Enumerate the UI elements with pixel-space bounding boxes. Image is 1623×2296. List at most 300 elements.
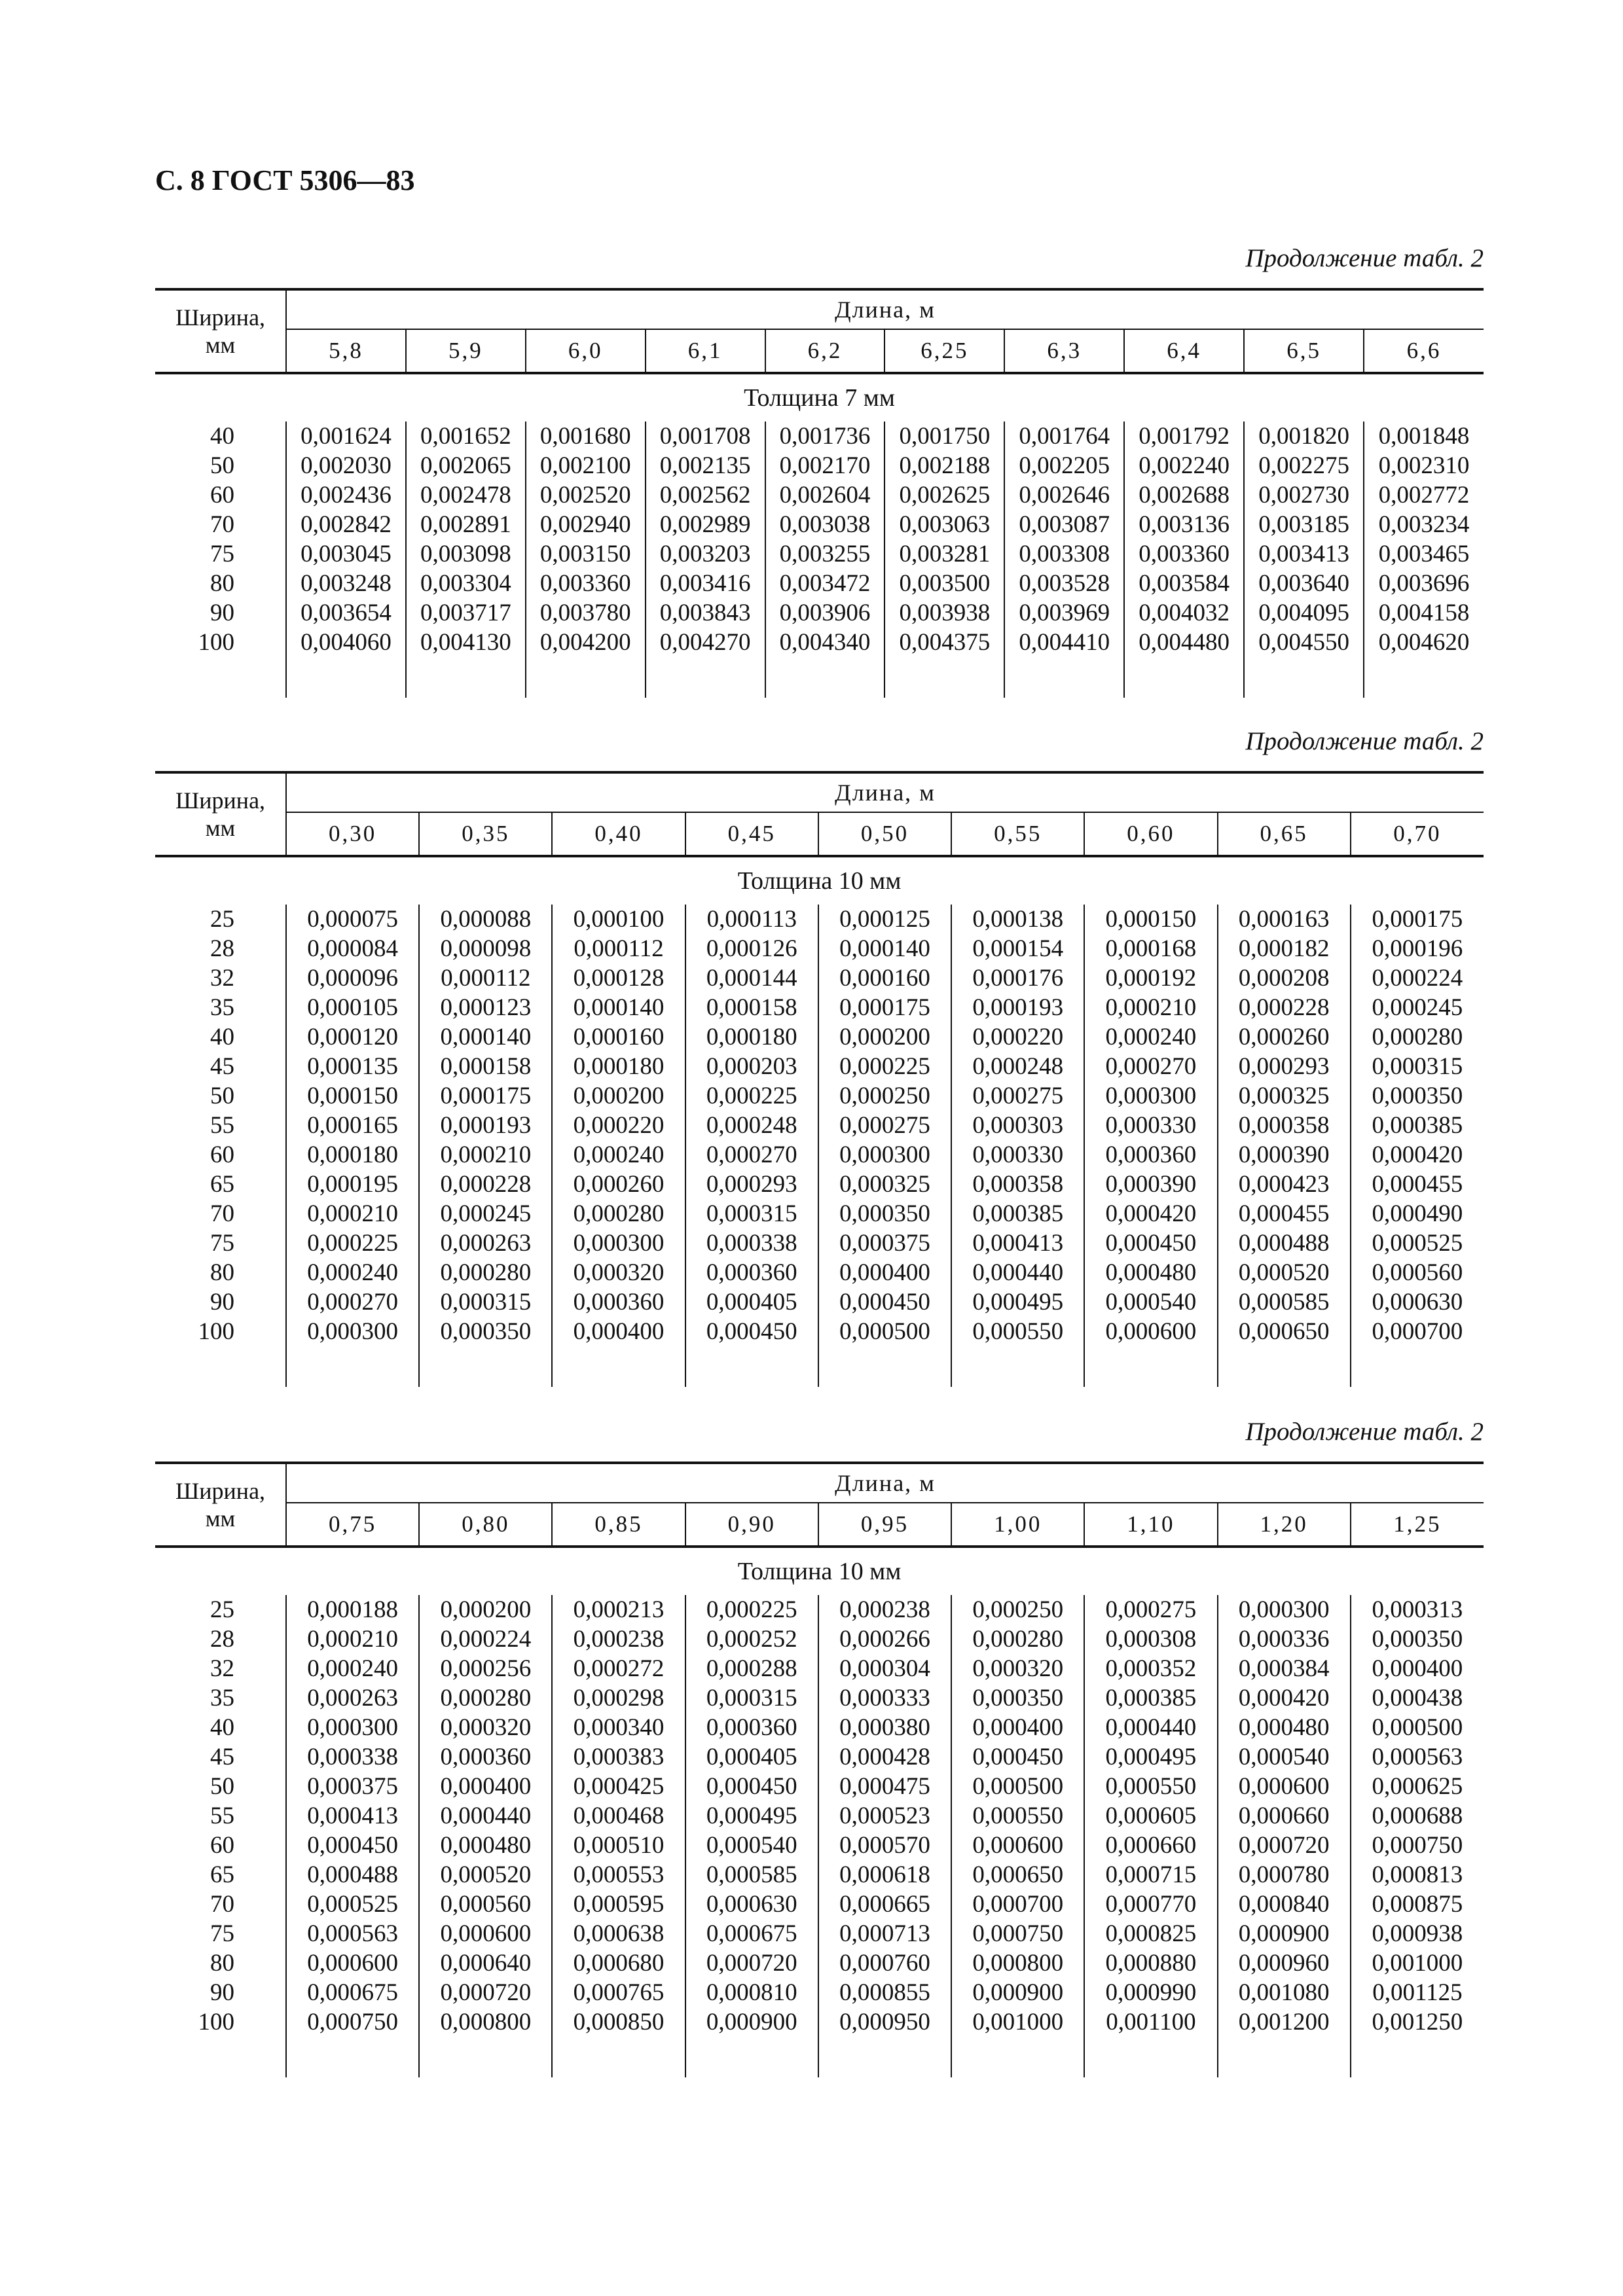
weight-value: 0,004060 [286,628,406,657]
weight-value: 0,000585 [685,1860,818,1890]
weight-value: 0,000400 [951,1713,1084,1742]
width-value: 90 [210,1289,234,1316]
length-value: 6,2 [765,329,885,373]
weight-value: 0,004550 [1244,628,1364,657]
weight-value: 0,000238 [552,1624,685,1654]
weight-value: 0,000720 [419,1978,552,2007]
weight-value: 0,000428 [818,1742,951,1772]
weight-value: 0,000250 [818,1081,951,1111]
weight-value: 0,000340 [552,1713,685,1742]
weight-value: 0,000263 [419,1229,552,1258]
length-value: 6,0 [526,329,646,373]
weight-table-thickness-10-short [155,771,1484,1387]
weight-value: 0,000210 [286,1199,419,1229]
weight-value: 0,000338 [286,1742,419,1772]
weight-value: 0,000900 [685,2007,818,2037]
weight-value: 0,000800 [951,1948,1084,1978]
weight-value: 0,000713 [818,1919,951,1948]
weight-value: 0,000450 [1084,1229,1217,1258]
weight-value: 0,001820 [1244,422,1364,451]
length-value: 0,35 [419,812,552,856]
weight-value: 0,000200 [818,1022,951,1052]
weight-value: 0,000352 [1084,1654,1217,1683]
weight-value: 0,003087 [1004,510,1124,539]
weight-value: 0,000175 [1351,905,1484,934]
weight-value: 0,000688 [1351,1801,1484,1831]
header-row [155,289,1484,329]
weight-value: 0,000120 [286,1022,419,1052]
tail-cell [685,2037,818,2077]
table-row [155,1801,1484,1831]
length-value: 6,1 [646,329,765,373]
weight-value: 0,000158 [419,1052,552,1081]
table-row [155,1229,1484,1258]
weight-value: 0,004095 [1244,598,1364,628]
tail-cell [286,1346,419,1387]
weight-value: 0,002170 [765,451,885,480]
weight-value: 0,002940 [526,510,646,539]
width-value: 60 [210,1141,234,1168]
weight-value: 0,003969 [1004,598,1124,628]
width-value: 65 [210,1861,234,1888]
weight-value: 0,000618 [818,1860,951,1890]
weight-value: 0,000455 [1351,1170,1484,1199]
weight-value: 0,004200 [526,628,646,657]
weight-value: 0,000140 [552,993,685,1022]
weight-value: 0,000500 [951,1772,1084,1801]
weight-value: 0,000525 [1351,1229,1484,1258]
weight-value: 0,002100 [526,451,646,480]
weight-value: 0,000245 [419,1199,552,1229]
table-row [155,1140,1484,1170]
weight-value: 0,000154 [951,934,1084,963]
weight-value: 0,000192 [1084,963,1217,993]
weight-value: 0,003938 [884,598,1004,628]
tail-cell [552,2037,685,2077]
weight-value: 0,000440 [951,1258,1084,1287]
weight-value: 0,000360 [685,1713,818,1742]
weight-value: 0,000350 [419,1317,552,1346]
width-value: 70 [210,1200,234,1227]
weight-value: 0,000300 [1084,1081,1217,1111]
weight-value: 0,000193 [419,1111,552,1140]
weight-value: 0,004410 [1004,628,1124,657]
thickness-label: Толщина 10 мм [737,1558,902,1585]
thickness-label: Толщина 10 мм [737,867,902,895]
weight-value: 0,000270 [1084,1052,1217,1081]
table-row [155,993,1484,1022]
weight-value: 0,000263 [286,1683,419,1713]
weight-value: 0,000413 [951,1229,1084,1258]
weight-value: 0,000300 [818,1140,951,1170]
weight-value: 0,000270 [685,1140,818,1170]
length-value: 0,30 [286,812,419,856]
tail-cell [406,657,526,698]
weight-value: 0,000248 [685,1111,818,1140]
table-row [155,1860,1484,1890]
weight-table-thickness-7 [155,288,1484,698]
weight-value: 0,003843 [646,598,765,628]
weight-value: 0,000563 [1351,1742,1484,1772]
weight-value: 0,000315 [685,1199,818,1229]
tail-cell [526,657,646,698]
weight-value: 0,000176 [951,963,1084,993]
weight-value: 0,000750 [951,1919,1084,1948]
weight-value: 0,000495 [951,1287,1084,1317]
table-row [155,963,1484,993]
weight-value: 0,003203 [646,539,765,569]
weight-value: 0,000140 [419,1022,552,1052]
weight-value: 0,001736 [765,422,885,451]
weight-value: 0,004620 [1364,628,1484,657]
weight-value: 0,000358 [951,1170,1084,1199]
weight-value: 0,000333 [818,1683,951,1713]
weight-value: 0,000640 [419,1948,552,1978]
table-row [155,1683,1484,1713]
tail-cell [951,1346,1084,1387]
table-row [155,1742,1484,1772]
weight-value: 0,000400 [419,1772,552,1801]
weight-value: 0,000563 [286,1919,419,1948]
weight-value: 0,000210 [286,1624,419,1654]
weight-value: 0,004480 [1124,628,1244,657]
weight-value: 0,000438 [1351,1683,1484,1713]
weight-value: 0,000225 [685,1595,818,1624]
weight-value: 0,000163 [1218,905,1351,934]
tail-cell [155,2037,286,2077]
weight-value: 0,004340 [765,628,885,657]
tail-cell [1124,657,1244,698]
weight-value: 0,000500 [1351,1713,1484,1742]
weight-value: 0,000280 [552,1199,685,1229]
weight-value: 0,003640 [1244,569,1364,598]
weight-value: 0,002688 [1124,480,1244,510]
table-row [155,451,1484,480]
tail-cell [1244,657,1364,698]
weight-value: 0,000256 [419,1654,552,1683]
table-tail-row [155,657,1484,698]
tail-cell [951,2037,1084,2077]
weight-value: 0,000680 [552,1948,685,1978]
weight-value: 0,003500 [884,569,1004,598]
weight-value: 0,000144 [685,963,818,993]
weight-value: 0,000600 [951,1831,1084,1860]
weight-value: 0,000630 [685,1890,818,1919]
weight-value: 0,003717 [406,598,526,628]
weight-value: 0,000595 [552,1890,685,1919]
weight-value: 0,002989 [646,510,765,539]
width-value: 100 [198,2009,234,2036]
weight-value: 0,000750 [1351,1831,1484,1860]
length-value: 6,6 [1364,329,1484,373]
tail-cell [552,1346,685,1387]
weight-value: 0,000315 [1351,1052,1484,1081]
weight-value: 0,000855 [818,1978,951,2007]
weight-value: 0,000250 [951,1595,1084,1624]
weight-value: 0,000266 [818,1624,951,1654]
table-row [155,1595,1484,1624]
weight-value: 0,000240 [552,1140,685,1170]
weight-value: 0,003696 [1364,569,1484,598]
width-value: 40 [210,423,234,450]
weight-value: 0,000203 [685,1052,818,1081]
length-header: Длина, м [286,1463,1484,1503]
table-row [155,1624,1484,1654]
length-value: 0,75 [286,1503,419,1547]
weight-value: 0,003413 [1244,539,1364,569]
table-row [155,1890,1484,1919]
width-value: 60 [210,482,234,509]
table-caption: Продолжение табл. 2 [1245,1418,1484,1446]
weight-value: 0,000720 [1218,1831,1351,1860]
length-value: 0,95 [818,1503,951,1547]
weight-value: 0,002275 [1244,451,1364,480]
weight-value: 0,000875 [1351,1890,1484,1919]
tail-cell [765,657,885,698]
table-row [155,1022,1484,1052]
weight-value: 0,000200 [419,1595,552,1624]
weight-value: 0,000840 [1218,1890,1351,1919]
weight-value: 0,000450 [685,1772,818,1801]
weight-value: 0,003150 [526,539,646,569]
width-value: 28 [210,935,234,962]
weight-value: 0,000240 [1084,1022,1217,1052]
weight-value: 0,001250 [1351,2007,1484,2037]
weight-value: 0,000600 [419,1919,552,1948]
weight-value: 0,000315 [419,1287,552,1317]
width-value: 70 [210,511,234,538]
weight-value: 0,003472 [765,569,885,598]
length-value: 1,10 [1084,1503,1217,1547]
weight-value: 0,000553 [552,1860,685,1890]
tail-cell [1084,2037,1217,2077]
table-row [155,1772,1484,1801]
weight-value: 0,000123 [419,993,552,1022]
length-value: 0,90 [685,1503,818,1547]
weight-value: 0,000280 [951,1624,1084,1654]
weight-value: 0,000675 [685,1919,818,1948]
weight-value: 0,000480 [1218,1713,1351,1742]
weight-value: 0,000180 [286,1140,419,1170]
weight-value: 0,002135 [646,451,765,480]
weight-value: 0,000630 [1351,1287,1484,1317]
weight-value: 0,000488 [286,1860,419,1890]
table-tail-row [155,1346,1484,1387]
tail-cell [419,1346,552,1387]
weight-value: 0,000180 [685,1022,818,1052]
weight-value: 0,000495 [685,1801,818,1831]
table-row [155,539,1484,569]
weight-value: 0,000500 [818,1317,951,1346]
width-value: 100 [198,629,234,656]
weight-value: 0,000540 [1084,1287,1217,1317]
weight-value: 0,001680 [526,422,646,451]
table-row [155,905,1484,934]
weight-value: 0,000180 [552,1052,685,1081]
weight-value: 0,000358 [1218,1111,1351,1140]
width-header: Ширина, мм [155,1463,286,1547]
weight-value: 0,002188 [884,451,1004,480]
table-row [155,1199,1484,1229]
weight-value: 0,000400 [552,1317,685,1346]
weight-value: 0,000880 [1084,1948,1217,1978]
weight-value: 0,000360 [685,1258,818,1287]
weight-value: 0,000825 [1084,1919,1217,1948]
weight-value: 0,001200 [1218,2007,1351,2037]
weight-value: 0,000385 [1351,1111,1484,1140]
table-row [155,1978,1484,2007]
width-value: 45 [210,1053,234,1080]
weight-value: 0,000550 [951,1317,1084,1346]
width-value: 60 [210,1832,234,1859]
weight-value: 0,000210 [1084,993,1217,1022]
width-header: Ширина, мм [155,772,286,856]
weight-value: 0,002205 [1004,451,1124,480]
weight-value: 0,004032 [1124,598,1244,628]
weight-value: 0,000600 [1218,1772,1351,1801]
weight-value: 0,002604 [765,480,885,510]
weight-value: 0,000450 [818,1287,951,1317]
weight-value: 0,000900 [951,1978,1084,2007]
weight-value: 0,000260 [1218,1022,1351,1052]
table-row [155,1052,1484,1081]
weight-value: 0,000248 [951,1052,1084,1081]
weight-value: 0,000360 [1084,1140,1217,1170]
weight-value: 0,000440 [419,1801,552,1831]
table-row [155,1654,1484,1683]
weight-value: 0,000196 [1351,934,1484,963]
width-value: 55 [210,1803,234,1829]
weight-value: 0,000225 [818,1052,951,1081]
weight-value: 0,000455 [1218,1199,1351,1229]
weight-value: 0,000168 [1084,934,1217,963]
weight-value: 0,003281 [884,539,1004,569]
length-value: 0,85 [552,1503,685,1547]
weight-value: 0,000525 [286,1890,419,1919]
weight-value: 0,000780 [1218,1860,1351,1890]
weight-value: 0,000800 [419,2007,552,2037]
weight-value: 0,000298 [552,1683,685,1713]
width-value: 75 [210,541,234,567]
weight-value: 0,000245 [1351,993,1484,1022]
weight-value: 0,000280 [419,1258,552,1287]
weight-value: 0,000750 [286,2007,419,2037]
weight-value: 0,000313 [1351,1595,1484,1624]
length-value: 0,40 [552,812,685,856]
weight-value: 0,000495 [1084,1742,1217,1772]
weight-value: 0,003654 [286,598,406,628]
weight-value: 0,000220 [552,1111,685,1140]
width-value: 50 [210,1083,234,1109]
tail-cell [1364,657,1484,698]
weight-value: 0,003906 [765,598,885,628]
weight-value: 0,002625 [884,480,1004,510]
weight-value: 0,000510 [552,1831,685,1860]
weight-value: 0,001080 [1218,1978,1351,2007]
length-header: Длина, м [286,772,1484,812]
weight-value: 0,000165 [286,1111,419,1140]
weight-value: 0,000224 [419,1624,552,1654]
table-row [155,480,1484,510]
thickness-row [155,856,1484,905]
weight-value: 0,003780 [526,598,646,628]
weight-value: 0,000280 [419,1683,552,1713]
weight-value: 0,004270 [646,628,765,657]
weight-value: 0,000228 [1218,993,1351,1022]
weight-value: 0,000188 [286,1595,419,1624]
weight-value: 0,000193 [951,993,1084,1022]
weight-value: 0,000600 [1084,1317,1217,1346]
weight-value: 0,000100 [552,905,685,934]
weight-value: 0,000423 [1218,1170,1351,1199]
length-value: 1,20 [1218,1503,1351,1547]
tail-cell [1084,1346,1217,1387]
length-header: Длина, м [286,289,1484,329]
weight-value: 0,000125 [818,905,951,934]
weight-value: 0,000113 [685,905,818,934]
weight-value: 0,000303 [951,1111,1084,1140]
table-row [155,1831,1484,1860]
weight-value: 0,000850 [552,2007,685,2037]
tail-cell [155,657,286,698]
table-row [155,598,1484,628]
weight-value: 0,000228 [419,1170,552,1199]
weight-value: 0,000938 [1351,1919,1484,1948]
length-value: 0,50 [818,812,951,856]
weight-value: 0,003234 [1364,510,1484,539]
weight-value: 0,000960 [1218,1948,1351,1978]
weight-value: 0,003045 [286,539,406,569]
weight-value: 0,000308 [1084,1624,1217,1654]
weight-value: 0,001125 [1351,1978,1484,2007]
width-value: 75 [210,1230,234,1257]
weight-value: 0,000140 [818,934,951,963]
width-value: 65 [210,1171,234,1198]
weight-value: 0,000213 [552,1595,685,1624]
weight-value: 0,000560 [419,1890,552,1919]
weight-value: 0,000475 [818,1772,951,1801]
weight-value: 0,000075 [286,905,419,934]
weight-value: 0,000208 [1218,963,1351,993]
length-value: 6,4 [1124,329,1244,373]
length-value: 0,45 [685,812,818,856]
weight-value: 0,000400 [818,1258,951,1287]
weight-value: 0,003584 [1124,569,1244,598]
weight-value: 0,000150 [1084,905,1217,934]
weight-value: 0,001100 [1084,2007,1217,2037]
weight-value: 0,001624 [286,422,406,451]
weight-value: 0,000383 [552,1742,685,1772]
tail-cell [1218,2037,1351,2077]
weight-value: 0,000315 [685,1683,818,1713]
weight-value: 0,000380 [818,1713,951,1742]
weight-value: 0,004130 [406,628,526,657]
weight-value: 0,000293 [685,1170,818,1199]
weight-value: 0,000135 [286,1052,419,1081]
length-value: 0,65 [1218,812,1351,856]
length-value: 0,55 [951,812,1084,856]
weight-value: 0,002436 [286,480,406,510]
weight-value: 0,000375 [818,1229,951,1258]
weight-value: 0,000112 [419,963,552,993]
weight-value: 0,000275 [951,1081,1084,1111]
weight-value: 0,000488 [1218,1229,1351,1258]
weight-value: 0,000200 [552,1081,685,1111]
weight-value: 0,003136 [1124,510,1244,539]
weight-value: 0,000660 [1218,1801,1351,1831]
weight-value: 0,000650 [951,1860,1084,1890]
tail-cell [419,2037,552,2077]
